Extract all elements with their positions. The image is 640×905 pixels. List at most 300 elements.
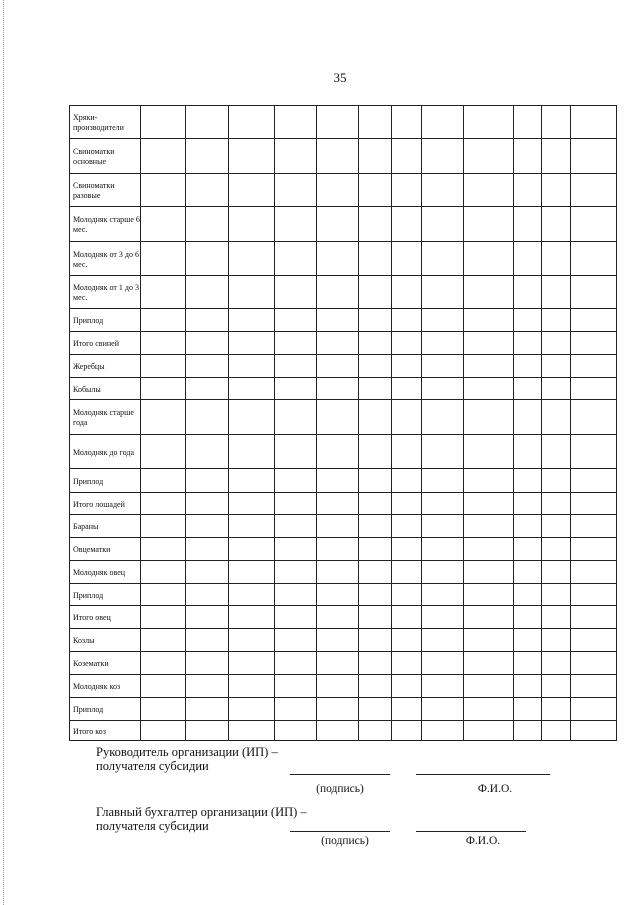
table-cell bbox=[392, 139, 422, 174]
table-cell bbox=[359, 174, 392, 207]
table-cell bbox=[542, 174, 571, 207]
table-cell bbox=[514, 400, 542, 435]
table-cell bbox=[186, 207, 229, 242]
row-label: Хряки-производители bbox=[70, 106, 141, 139]
table-cell bbox=[359, 515, 392, 538]
table-row bbox=[70, 378, 617, 400]
head-signature-caption: (подпись) bbox=[316, 783, 364, 795]
table-cell bbox=[275, 435, 317, 469]
table-cell bbox=[275, 493, 317, 515]
table-cell bbox=[186, 106, 229, 139]
table-row bbox=[70, 242, 617, 276]
table-cell bbox=[571, 698, 617, 721]
table-cell bbox=[229, 698, 275, 721]
row-label: Бараны bbox=[70, 515, 141, 538]
table-cell bbox=[514, 435, 542, 469]
table-row bbox=[70, 106, 617, 139]
table-cell bbox=[317, 469, 359, 493]
table-cell bbox=[422, 276, 464, 309]
table-cell bbox=[392, 698, 422, 721]
row-label: Козлы bbox=[70, 629, 141, 652]
table-cell bbox=[229, 400, 275, 435]
table-cell bbox=[359, 332, 392, 355]
table-cell bbox=[514, 629, 542, 652]
table-cell bbox=[464, 629, 514, 652]
table-cell bbox=[392, 106, 422, 139]
table-cell bbox=[317, 378, 359, 400]
table-cell bbox=[275, 242, 317, 276]
table-cell bbox=[571, 276, 617, 309]
table-cell bbox=[141, 675, 186, 698]
table-cell bbox=[464, 721, 514, 741]
table-cell bbox=[392, 355, 422, 378]
row-label: Приплод bbox=[70, 469, 141, 493]
table-cell bbox=[317, 493, 359, 515]
table-cell bbox=[359, 629, 392, 652]
row-label: Овцематки bbox=[70, 538, 141, 561]
table-cell bbox=[422, 561, 464, 584]
table-cell bbox=[141, 139, 186, 174]
table-cell bbox=[422, 332, 464, 355]
row-label: Приплод bbox=[70, 584, 141, 606]
row-label: Молодняк коз bbox=[70, 675, 141, 698]
table-cell bbox=[317, 276, 359, 309]
table-cell bbox=[514, 606, 542, 629]
table-cell bbox=[542, 332, 571, 355]
table-cell bbox=[514, 309, 542, 332]
table-cell bbox=[229, 332, 275, 355]
table-cell bbox=[542, 629, 571, 652]
table-cell bbox=[514, 378, 542, 400]
table-cell bbox=[571, 400, 617, 435]
table-cell bbox=[141, 355, 186, 378]
table-cell bbox=[392, 515, 422, 538]
table-cell bbox=[359, 355, 392, 378]
table-cell bbox=[317, 721, 359, 741]
table-cell bbox=[392, 584, 422, 606]
table-cell bbox=[392, 721, 422, 741]
table-cell bbox=[514, 584, 542, 606]
table-cell bbox=[464, 378, 514, 400]
table-cell bbox=[571, 174, 617, 207]
table-cell bbox=[464, 469, 514, 493]
head-name-caption: Ф.И.О. bbox=[477, 783, 513, 795]
row-label: Итого лошадей bbox=[70, 493, 141, 515]
table-row bbox=[70, 139, 617, 174]
table-cell bbox=[571, 606, 617, 629]
table-cell bbox=[141, 515, 186, 538]
table-cell bbox=[571, 106, 617, 139]
row-label: Приплод bbox=[70, 309, 141, 332]
table-cell bbox=[359, 309, 392, 332]
table-cell bbox=[275, 629, 317, 652]
table-cell bbox=[392, 435, 422, 469]
table-cell bbox=[186, 242, 229, 276]
table-cell bbox=[186, 675, 229, 698]
table-cell bbox=[359, 400, 392, 435]
table-cell bbox=[514, 515, 542, 538]
table-row bbox=[70, 493, 617, 515]
table-cell bbox=[514, 652, 542, 675]
table-cell bbox=[464, 652, 514, 675]
table-cell bbox=[542, 584, 571, 606]
table-cell bbox=[514, 174, 542, 207]
table-cell bbox=[275, 276, 317, 309]
table-cell bbox=[464, 309, 514, 332]
table-cell bbox=[141, 561, 186, 584]
table-row bbox=[70, 435, 617, 469]
table-cell bbox=[514, 139, 542, 174]
table-cell bbox=[514, 207, 542, 242]
table-cell bbox=[359, 493, 392, 515]
livestock-table bbox=[69, 105, 617, 741]
row-label: Молодняк от 3 до 6 мес. bbox=[70, 242, 141, 276]
table-cell bbox=[422, 435, 464, 469]
table-cell bbox=[229, 355, 275, 378]
table-cell bbox=[186, 309, 229, 332]
table-cell bbox=[571, 242, 617, 276]
table-cell bbox=[542, 400, 571, 435]
table-cell bbox=[422, 606, 464, 629]
table-cell bbox=[359, 606, 392, 629]
table-row bbox=[70, 721, 617, 741]
row-label: Молодняк от 1 до 3 мес. bbox=[70, 276, 141, 309]
table-cell bbox=[275, 538, 317, 561]
table-cell bbox=[392, 561, 422, 584]
table-cell bbox=[229, 139, 275, 174]
table-cell bbox=[317, 698, 359, 721]
table-cell bbox=[359, 561, 392, 584]
table-cell bbox=[229, 174, 275, 207]
table-cell bbox=[514, 493, 542, 515]
table-cell bbox=[186, 698, 229, 721]
table-row bbox=[70, 606, 617, 629]
table-cell bbox=[422, 698, 464, 721]
table-cell bbox=[359, 538, 392, 561]
table-cell bbox=[542, 469, 571, 493]
table-cell bbox=[514, 721, 542, 741]
table-cell bbox=[317, 106, 359, 139]
table-cell bbox=[317, 561, 359, 584]
table-cell bbox=[275, 332, 317, 355]
table-row bbox=[70, 174, 617, 207]
table-cell bbox=[186, 515, 229, 538]
row-label: Козематки bbox=[70, 652, 141, 675]
row-label: Кобылы bbox=[70, 378, 141, 400]
table-cell bbox=[275, 675, 317, 698]
table-row bbox=[70, 400, 617, 435]
head-name-line bbox=[416, 774, 550, 775]
table-cell bbox=[514, 561, 542, 584]
table-cell bbox=[514, 538, 542, 561]
table-cell bbox=[359, 139, 392, 174]
table-cell bbox=[571, 561, 617, 584]
table-cell bbox=[359, 378, 392, 400]
table-cell bbox=[542, 106, 571, 139]
table-cell bbox=[392, 493, 422, 515]
head-signature-title bbox=[96, 745, 278, 773]
table-row bbox=[70, 698, 617, 721]
table-cell bbox=[317, 629, 359, 652]
table-cell bbox=[186, 629, 229, 652]
table-cell bbox=[571, 309, 617, 332]
table-cell bbox=[359, 584, 392, 606]
table-cell bbox=[422, 629, 464, 652]
table-row bbox=[70, 538, 617, 561]
table-row bbox=[70, 629, 617, 652]
table-cell bbox=[141, 309, 186, 332]
table-cell bbox=[141, 106, 186, 139]
table-cell bbox=[141, 435, 186, 469]
table-cell bbox=[422, 493, 464, 515]
table-cell bbox=[422, 584, 464, 606]
table-cell bbox=[229, 378, 275, 400]
table-cell bbox=[422, 207, 464, 242]
table-cell bbox=[464, 207, 514, 242]
table-cell bbox=[229, 561, 275, 584]
table-cell bbox=[275, 561, 317, 584]
table-cell bbox=[229, 207, 275, 242]
table-cell bbox=[571, 584, 617, 606]
table-cell bbox=[464, 606, 514, 629]
table-cell bbox=[359, 106, 392, 139]
table-cell bbox=[317, 309, 359, 332]
table-cell bbox=[141, 606, 186, 629]
table-cell bbox=[229, 309, 275, 332]
table-cell bbox=[141, 332, 186, 355]
table-cell bbox=[141, 378, 186, 400]
table-cell bbox=[186, 606, 229, 629]
table-cell bbox=[275, 515, 317, 538]
table-cell bbox=[186, 721, 229, 741]
table-cell bbox=[317, 584, 359, 606]
table-cell bbox=[229, 276, 275, 309]
row-label: Молодняк старше 6 мес. bbox=[70, 207, 141, 242]
row-label: Молодняк овец bbox=[70, 561, 141, 584]
page-number: 35 bbox=[333, 70, 347, 85]
table-cell bbox=[542, 207, 571, 242]
table-cell bbox=[229, 493, 275, 515]
table-cell bbox=[317, 515, 359, 538]
table-cell bbox=[141, 174, 186, 207]
table-cell bbox=[542, 355, 571, 378]
table-cell bbox=[542, 139, 571, 174]
table-cell bbox=[229, 515, 275, 538]
table-cell bbox=[571, 493, 617, 515]
table-cell bbox=[229, 652, 275, 675]
table-cell bbox=[141, 538, 186, 561]
table-cell bbox=[359, 469, 392, 493]
row-label: Молодняк старше года bbox=[70, 400, 141, 435]
table-cell bbox=[542, 242, 571, 276]
table-cell bbox=[542, 515, 571, 538]
table-cell bbox=[141, 629, 186, 652]
table-cell bbox=[392, 309, 422, 332]
table-cell bbox=[571, 435, 617, 469]
table-cell bbox=[229, 469, 275, 493]
table-cell bbox=[141, 469, 186, 493]
table-cell bbox=[275, 139, 317, 174]
table-cell bbox=[141, 652, 186, 675]
table-cell bbox=[317, 174, 359, 207]
table-cell bbox=[275, 721, 317, 741]
accountant-signature-title bbox=[96, 805, 307, 833]
table-cell bbox=[186, 435, 229, 469]
table-cell bbox=[359, 698, 392, 721]
row-label: Молодняк до года bbox=[70, 435, 141, 469]
table-cell bbox=[422, 309, 464, 332]
table-cell bbox=[275, 174, 317, 207]
table-cell bbox=[571, 675, 617, 698]
table-cell bbox=[422, 242, 464, 276]
table-cell bbox=[514, 698, 542, 721]
table-row bbox=[70, 652, 617, 675]
table-cell bbox=[422, 139, 464, 174]
table-cell bbox=[141, 493, 186, 515]
accountant-title-line2: получателя субсидии bbox=[96, 819, 209, 833]
table-cell bbox=[542, 309, 571, 332]
table-cell bbox=[542, 538, 571, 561]
head-title-line2: получателя субсидии bbox=[96, 759, 209, 773]
table-cell bbox=[186, 139, 229, 174]
table-cell bbox=[317, 139, 359, 174]
table-cell bbox=[275, 606, 317, 629]
accountant-title-line1: Главный бухгалтер организации (ИП) – bbox=[96, 805, 307, 819]
table-cell bbox=[514, 355, 542, 378]
table-cell bbox=[422, 538, 464, 561]
table-cell bbox=[317, 652, 359, 675]
table-cell bbox=[275, 309, 317, 332]
table-cell bbox=[571, 355, 617, 378]
table-cell bbox=[275, 652, 317, 675]
table-cell bbox=[317, 355, 359, 378]
table-cell bbox=[422, 652, 464, 675]
table-cell bbox=[275, 400, 317, 435]
table-cell bbox=[186, 584, 229, 606]
table-cell bbox=[141, 276, 186, 309]
accountant-signature-line bbox=[290, 831, 390, 832]
table-cell bbox=[464, 400, 514, 435]
table-cell bbox=[392, 629, 422, 652]
table-cell bbox=[141, 400, 186, 435]
table-cell bbox=[359, 276, 392, 309]
table-cell bbox=[392, 469, 422, 493]
table-cell bbox=[464, 435, 514, 469]
table-cell bbox=[571, 515, 617, 538]
table-cell bbox=[186, 469, 229, 493]
table-cell bbox=[571, 629, 617, 652]
table-cell bbox=[542, 561, 571, 584]
table-cell bbox=[186, 400, 229, 435]
table-cell bbox=[422, 174, 464, 207]
table-cell bbox=[571, 332, 617, 355]
table-cell bbox=[464, 355, 514, 378]
table-cell bbox=[542, 721, 571, 741]
table-cell bbox=[359, 242, 392, 276]
table-cell bbox=[317, 538, 359, 561]
table-cell bbox=[422, 378, 464, 400]
table-cell bbox=[186, 652, 229, 675]
table-cell bbox=[317, 332, 359, 355]
table-cell bbox=[392, 400, 422, 435]
table-cell bbox=[229, 538, 275, 561]
table-cell bbox=[186, 276, 229, 309]
table-cell bbox=[571, 469, 617, 493]
table-cell bbox=[542, 435, 571, 469]
accountant-signature-caption: (подпись) bbox=[321, 835, 369, 847]
table-cell bbox=[514, 469, 542, 493]
table-cell bbox=[392, 378, 422, 400]
table-cell bbox=[317, 242, 359, 276]
table-cell bbox=[141, 207, 186, 242]
table-cell bbox=[359, 435, 392, 469]
table-cell bbox=[186, 174, 229, 207]
table-cell bbox=[392, 675, 422, 698]
row-label: Итого коз bbox=[70, 721, 141, 741]
table-cell bbox=[422, 675, 464, 698]
table-cell bbox=[464, 276, 514, 309]
table-cell bbox=[229, 242, 275, 276]
table-cell bbox=[229, 629, 275, 652]
table-cell bbox=[542, 606, 571, 629]
head-signature-line bbox=[290, 774, 390, 775]
table-row bbox=[70, 355, 617, 378]
table-cell bbox=[141, 584, 186, 606]
table-cell bbox=[464, 242, 514, 276]
table-cell bbox=[275, 698, 317, 721]
table-cell bbox=[514, 276, 542, 309]
table-cell bbox=[359, 207, 392, 242]
table-cell bbox=[186, 355, 229, 378]
table-cell bbox=[422, 469, 464, 493]
table-cell bbox=[464, 106, 514, 139]
table-cell bbox=[141, 242, 186, 276]
table-cell bbox=[317, 435, 359, 469]
table-cell bbox=[317, 400, 359, 435]
table-cell bbox=[141, 698, 186, 721]
table-cell bbox=[141, 721, 186, 741]
table-row bbox=[70, 309, 617, 332]
table-row bbox=[70, 207, 617, 242]
table-cell bbox=[464, 561, 514, 584]
table-cell bbox=[514, 242, 542, 276]
table-row bbox=[70, 561, 617, 584]
table-cell bbox=[229, 721, 275, 741]
table-cell bbox=[186, 561, 229, 584]
table-cell bbox=[275, 207, 317, 242]
table-cell bbox=[464, 675, 514, 698]
table-cell bbox=[186, 538, 229, 561]
row-label: Приплод bbox=[70, 698, 141, 721]
table-cell bbox=[422, 355, 464, 378]
table-cell bbox=[464, 698, 514, 721]
table-cell bbox=[392, 332, 422, 355]
table-cell bbox=[392, 207, 422, 242]
table-cell bbox=[392, 538, 422, 561]
table-cell bbox=[186, 332, 229, 355]
table-cell bbox=[229, 584, 275, 606]
table-cell bbox=[229, 675, 275, 698]
table-cell bbox=[229, 606, 275, 629]
table-cell bbox=[422, 106, 464, 139]
table-cell bbox=[514, 106, 542, 139]
table-row bbox=[70, 515, 617, 538]
table-cell bbox=[542, 276, 571, 309]
row-label: Свиноматки основные bbox=[70, 139, 141, 174]
table-cell bbox=[542, 698, 571, 721]
accountant-name-caption: Ф.И.О. bbox=[465, 835, 501, 847]
table-row bbox=[70, 469, 617, 493]
